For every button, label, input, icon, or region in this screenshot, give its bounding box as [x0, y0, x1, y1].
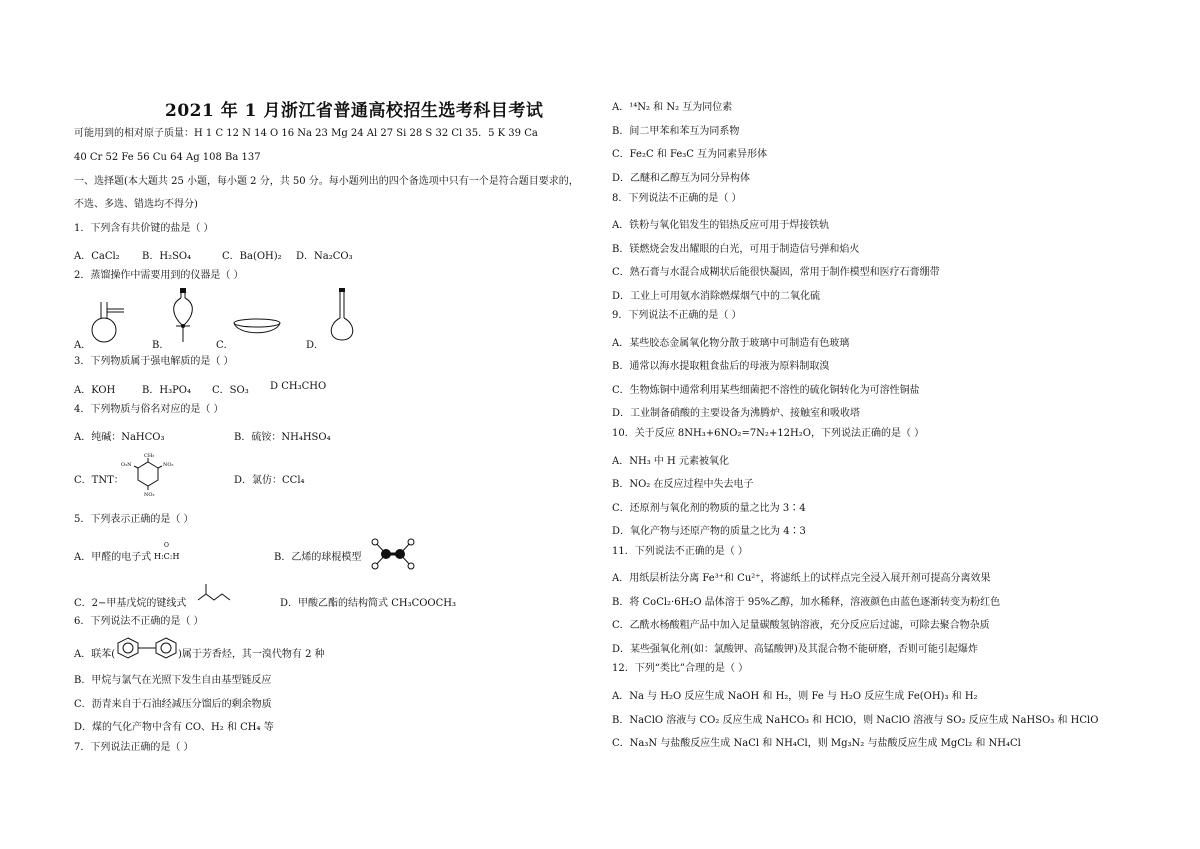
q1-option-a: A．CaCl₂ — [74, 251, 120, 262]
q8-stem: 8．下列说法不正确的是（ ） — [612, 193, 742, 204]
evaporating-dish-icon — [232, 318, 282, 338]
q11-option-d: D．某些强氧化剂(如：氯酸钾、高锰酸钾)及其混合物不能研磨，否则可能引起爆炸 — [612, 644, 978, 655]
q11-option-a: A．用纸层析法分离 Fe³⁺和 Cu²⁺，将滤纸上的试样点完全浸入展开剂可提高分离效果 — [612, 573, 991, 584]
q3-stem: 3．下列物质属于强电解质的是（ ） — [74, 356, 234, 367]
atomic-mass-line-1: 可能用到的相对原子质量：H 1 C 12 N 14 O 16 Na 23 Mg 24 Al 27 Si 28 S 32 Cl 35．5 K 39 Ca — [74, 128, 538, 139]
q4-option-a: A．纯碱：NaHCO₃ — [74, 432, 165, 443]
q3-option-c: C．SO₃ — [212, 385, 249, 396]
page-title: 2021 年 1 月浙江省普通高校招生选考科目考试 — [165, 101, 544, 121]
q11-option-c: C．乙酰水杨酸粗产品中加入足量碳酸氢钠溶液，充分反应后过滤，可除去聚合物杂质 — [612, 620, 990, 631]
q11-stem: 11．下列说法不正确的是（ ） — [612, 546, 748, 557]
q7-option-b: B．间二甲苯和苯互为同系物 — [612, 126, 740, 137]
q9-option-d: D．工业制备硝酸的主要设备为沸腾炉、接触室和吸收塔 — [612, 408, 861, 419]
ethylene-ball-stick-icon — [370, 536, 416, 572]
q12-option-c: C．Na₃N 与盐酸反应生成 NaCl 和 NH₄Cl，则 Mg₃N₂ 与盐酸反应生成 MgCl₂ 和 NH₄Cl — [612, 738, 1021, 749]
q9-option-a: A．某些胶态金属氧化物分散于玻璃中可制造有色玻璃 — [612, 338, 850, 349]
q4-option-d: D．氯仿：CCl₄ — [234, 475, 305, 486]
q3-option-a: A．KOH — [74, 385, 116, 396]
q4-stem: 4．下列物质与俗名对应的是（ ） — [74, 404, 224, 415]
q9-option-b: B．通常以海水提取粗食盐后的母液为原料制取溴 — [612, 361, 830, 372]
q4-option-c: C．TNT： — [74, 475, 124, 486]
q7-option-a: A．¹⁴N₂ 和 N₂ 互为同位素 — [612, 102, 733, 113]
q12-option-b: B．NaClO 溶液与 CO₂ 反应生成 NaHCO₃ 和 HClO，则 NaClO 溶液与 SO₂ 反应生成 NaHSO₃ 和 HClO — [612, 715, 1099, 726]
q6-option-b: B．甲烷与氯气在光照下发生自由基型链反应 — [74, 675, 272, 686]
atomic-mass-line-2: 40 Cr 52 Fe 56 Cu 64 Ag 108 Ba 137 — [74, 152, 261, 163]
q1-stem: 1．下列含有共价键的盐是（ ） — [74, 223, 214, 234]
q9-option-c: C．生物炼铜中通常利用某些细菌把不溶性的硫化铜转化为可溶性铜盐 — [612, 385, 920, 396]
q1-option-b: B．H₂SO₄ — [142, 251, 192, 262]
section-heading-line-2: 不选、多选、错选均不得分) — [74, 199, 198, 210]
q2-option-d: D． — [306, 340, 325, 351]
volumetric-flask-icon — [328, 288, 358, 344]
q8-option-a: A．铁粉与氧化铝发生的铝热反应可用于焊接铁轨 — [612, 220, 830, 231]
q9-stem: 9．下列说法不正确的是（ ） — [612, 310, 742, 321]
q10-option-c: C．还原剂与氧化剂的物质的量之比为 3∶4 — [612, 503, 806, 514]
q6-stem: 6．下列说法不正确的是（ ） — [74, 616, 204, 627]
q4-option-b: B．硫铵：NH₄HSO₄ — [234, 432, 331, 443]
tnt-label-left: O₂N — [121, 462, 132, 468]
q7-option-c: C．Fe₂C 和 Fe₃C 互为同素异形体 — [612, 149, 768, 160]
methylpentane-skeletal-icon — [196, 582, 236, 604]
q5-option-b: B．乙烯的球棍模型 — [274, 552, 362, 563]
q10-stem: 10．关于反应 8NH₃+6NO₂=7N₂+12H₂O，下列说法正确的是（ ） — [612, 428, 925, 439]
tnt-label-right: NO₂ — [163, 462, 174, 468]
q7-option-d: D．乙醚和乙醇互为同分异构体 — [612, 173, 751, 184]
q3-option-d: D CH₃CHO — [270, 381, 327, 392]
tnt-label-top: CH₃ — [144, 453, 155, 459]
q5-stem: 5．下列表示正确的是（ ） — [74, 514, 194, 525]
q1-option-d: D．Na₂CO₃ — [296, 251, 353, 262]
q6-option-c: C．沥青来自于石油经减压分馏后的剩余物质 — [74, 699, 272, 710]
q10-option-a: A．NH₃ 中 H 元素被氧化 — [612, 456, 729, 467]
q8-option-d: D．工业上可用氨水消除燃煤烟气中的二氧化硫 — [612, 291, 821, 302]
formaldehyde-o: O — [164, 542, 169, 549]
distillation-flask-icon — [88, 300, 128, 346]
q8-option-c: C．熟石膏与水混合成糊状后能很快凝固，常用于制作模型和医疗石膏绷带 — [612, 267, 940, 278]
section-heading-line-1: 一、选择题(本大题共 25 小题，每小题 2 分，共 50 分。每小题列出的四个备选项中只有一个是符合题目要求的， — [74, 176, 579, 187]
q10-option-b: B．NO₂ 在反应过程中失去电子 — [612, 479, 754, 490]
formaldehyde-electron-formula-icon — [154, 540, 184, 564]
q5-option-c: C．2−甲基戊烷的键线式 — [74, 598, 187, 609]
q12-stem: 12．下列“类比”合理的是（ ） — [612, 663, 749, 674]
q12-option-a: A．Na 与 H₂O 反应生成 NaOH 和 H₂，则 Fe 与 H₂O 反应生成 Fe(OH)₃ 和 H₂ — [612, 691, 978, 702]
tnt-structure-icon — [118, 450, 178, 500]
q5-option-a: A．甲醛的电子式 — [74, 552, 152, 563]
biphenyl-structure-icon — [116, 636, 178, 660]
q7-stem: 7．下列说法正确的是（ ） — [74, 742, 194, 753]
q3-option-b: B．H₃PO₄ — [142, 385, 192, 396]
q2-option-b: B． — [152, 340, 170, 351]
tnt-label-bottom: NO₂ — [144, 492, 155, 498]
q2-stem: 2．蒸馏操作中需要用到的仪器是（ ） — [74, 270, 244, 281]
q6-option-d: D．煤的气化产物中含有 CO、H₂ 和 CH₄ 等 — [74, 722, 274, 733]
q6-option-a-suffix: )属于芳香烃，其一溴代物有 2 种 — [178, 649, 325, 660]
q2-option-c: C． — [216, 340, 234, 351]
q2-option-a: A． — [74, 340, 92, 351]
separatory-funnel-icon — [168, 288, 198, 344]
q1-option-c: C．Ba(OH)₂ — [222, 251, 282, 262]
q11-option-b: B．将 CoCl₂·6H₂O 晶体溶于 95%乙醇，加水稀释，溶液颜色由蓝色逐渐转变为粉红色 — [612, 597, 1001, 608]
q5-option-d: D．甲酸乙酯的结构简式 CH₃COOCH₃ — [280, 598, 457, 609]
q10-option-d: D．氧化产物与还原产物的质量之比为 4∶3 — [612, 526, 806, 537]
formaldehyde-hch: H:C:H — [154, 552, 180, 561]
q6-option-a-prefix: A．联苯( — [74, 649, 116, 660]
q8-option-b: B．镁燃烧会发出耀眼的白光，可用于制造信号弹和焰火 — [612, 244, 860, 255]
